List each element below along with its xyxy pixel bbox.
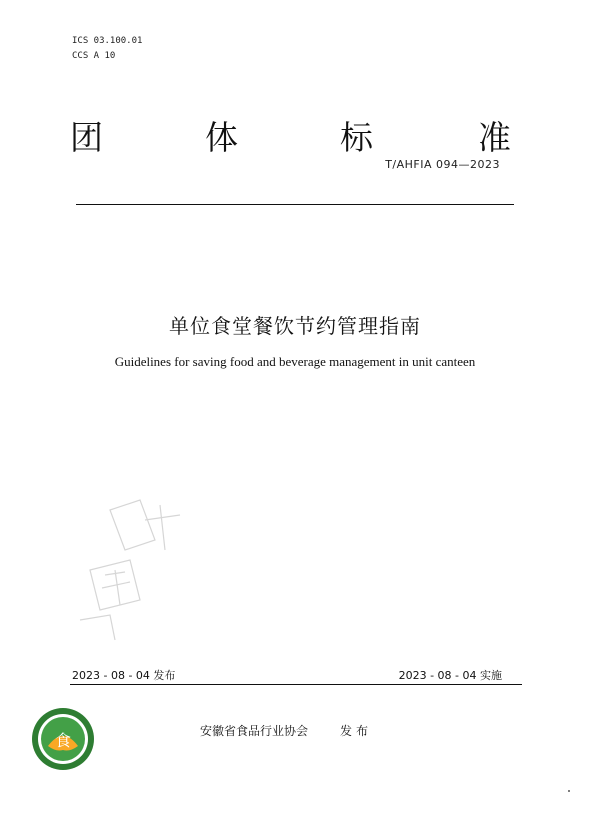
standard-type-char: 体 [205,118,238,157]
issue-date: 2023 - 08 - 04 发布 [72,669,176,682]
standard-number: T/AHFIA 094—2023 [385,158,500,171]
footer-divider [70,684,522,685]
association-seal-icon [30,706,96,772]
ics-code: ICS 03.100.01 [72,36,143,46]
standard-type-heading [60,112,530,162]
ccs-code: CCS A 10 [72,51,116,61]
header-divider [76,204,514,205]
publish-label: 发布 [340,724,373,738]
document-title-en: Guidelines for saving food and beverage management in unit canteen [114,354,476,369]
watermark-stamp [70,480,200,650]
implement-date: 2023 - 08 - 04 实施 [398,669,502,682]
document-title-cn: 单位食堂餐饮节约管理指南 [169,314,421,338]
standard-type-char: 标 [340,118,373,157]
seal-center-char: 食 [54,731,72,750]
publisher-name: 安徽省食品行业协会 [200,724,309,738]
scan-speck [568,790,570,792]
standard-type-char: 团 [70,118,103,157]
classification-codes [72,34,142,64]
standard-type-char: 准 [478,118,511,157]
